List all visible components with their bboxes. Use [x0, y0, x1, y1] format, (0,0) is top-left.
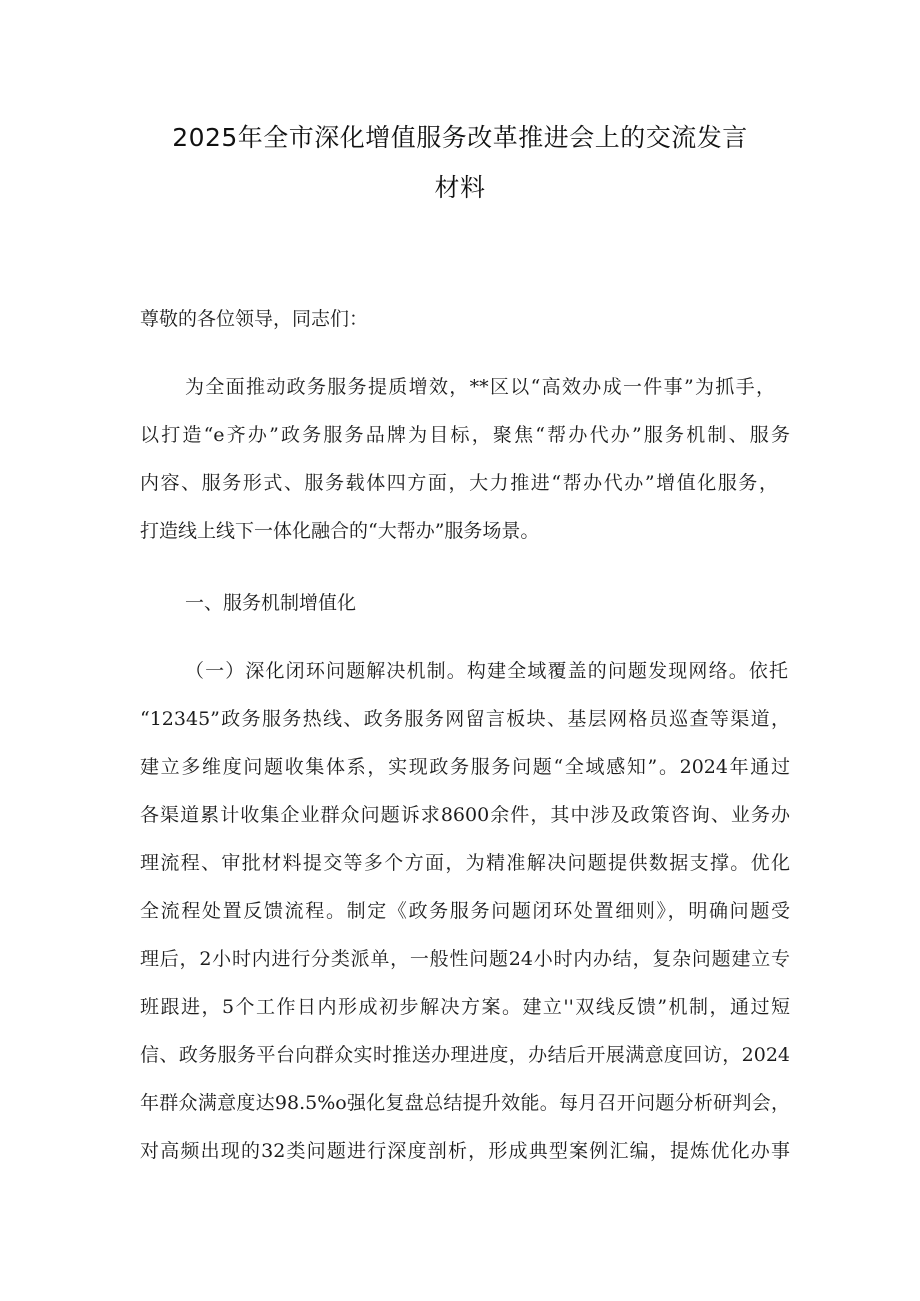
- body-line: 建立多维度问题收集体系，实现政务服务问题“全域感知”。2024年通过: [140, 756, 790, 778]
- body-line: 班跟进，5个工作日内形成初步解决方案。建立''双线反馈”机制，通过短: [140, 996, 790, 1018]
- body-line: 对高频出现的32类问题进行深度剖析，形成典型案例汇编，提炼优化办事: [140, 1140, 790, 1162]
- body-line: 理后，2小时内进行分类派单，一般性问题24小时内办结，复杂问题建立专: [140, 948, 790, 970]
- salutation: 尊敬的各位领导，同志们：: [140, 308, 369, 330]
- intro-line: 打造线上线下一体化融合的“大帮办”服务场景。: [140, 520, 540, 542]
- document-title-line-2: 材料: [434, 173, 486, 202]
- body-line: 各渠道累计收集企业群众问题诉求8600余件，其中涉及政策咨询、业务办: [140, 804, 790, 826]
- body-line: 信、政务服务平台向群众实时推送办理进度，办结后开展满意度回访，2024: [140, 1044, 790, 1066]
- section-heading: 一、服务机制增值化: [185, 592, 357, 614]
- body-line: 全流程处置反馈流程。制定《政务服务问题闭环处置细则》，明确问题受: [140, 900, 790, 922]
- document-title-line-1: 2025年全市深化增值服务改革推进会上的交流发言: [172, 123, 748, 152]
- body-line: （一）深化闭环问题解决机制。构建全域覆盖的问题发现网络。依托: [185, 660, 788, 682]
- intro-line: 内容、服务形式、服务载体四方面，大力推进“帮办代办”增值化服务，: [140, 472, 778, 494]
- intro-line: 以打造“e齐办”政务服务品牌为目标，聚焦“帮办代办”服务机制、服务: [140, 424, 790, 446]
- body-line: 理流程、审批材料提交等多个方面，为精准解决问题提供数据支撑。优化: [140, 852, 790, 874]
- body-line: 年群众满意度达98.5%o强化复盘总结提升效能。每月召开问题分析研判会，: [140, 1092, 790, 1114]
- intro-line: 为全面推动政务服务提质增效，**区以“高效办成一件事”为抓手，: [185, 376, 775, 398]
- body-line: “12345”政务服务热线、政务服务网留言板块、基层网格员巡查等渠道，: [140, 708, 790, 730]
